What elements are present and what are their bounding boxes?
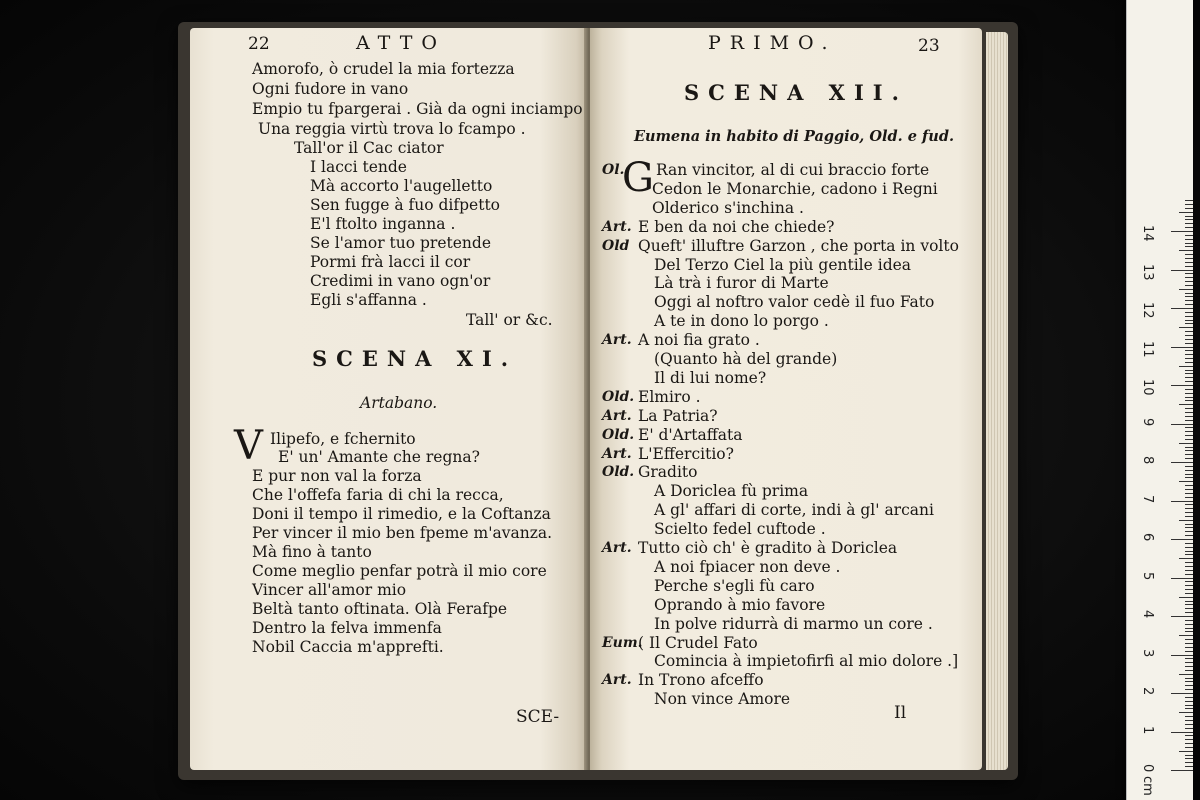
verse-line: Dentro la felva immenfa: [252, 619, 442, 637]
ruler-tick: [1185, 431, 1193, 432]
ruler-tick: [1179, 712, 1193, 713]
ruler-tick: [1185, 262, 1193, 263]
ruler-tick: [1185, 697, 1193, 698]
ruler-tick: [1185, 450, 1193, 451]
right-running-head: PRIMO.: [708, 32, 837, 54]
ruler-tick: [1185, 497, 1193, 498]
dialogue-line: Ran vincitor, al di cui braccio forte: [656, 161, 930, 179]
verse-line: Sen fugge à fuo difpetto: [310, 196, 501, 214]
ruler-tick: [1185, 631, 1193, 632]
ruler-label: 1: [1140, 725, 1155, 734]
ruler-tick: [1185, 678, 1193, 679]
ruler-tick: [1185, 658, 1193, 659]
ruler-label: 2: [1140, 687, 1155, 696]
ruler-tick: [1185, 254, 1193, 255]
dialogue-line: Elmiro .: [638, 387, 701, 406]
ruler-tick: [1185, 666, 1193, 667]
ruler-tick: [1185, 685, 1193, 686]
verse-line: Vincer all'amor mio: [252, 581, 407, 599]
ruler-tick: [1179, 404, 1193, 405]
ruler-tick: [1185, 335, 1193, 336]
ruler-tick: [1185, 300, 1193, 301]
ruler-tick: [1185, 304, 1193, 305]
ruler-tick: [1185, 554, 1193, 555]
ruler-tick: [1179, 212, 1193, 213]
ruler-label: 5: [1140, 571, 1155, 580]
ruler-tick: [1185, 662, 1193, 663]
ruler-tick: [1179, 289, 1193, 290]
ruler-tick: [1185, 527, 1193, 528]
ruler-tick: [1185, 477, 1193, 478]
verse-line: Egli s'affanna .: [310, 291, 427, 309]
ruler-tick: [1185, 735, 1193, 736]
right-page-number: 23: [918, 36, 940, 56]
dialogue-line: ( Il Crudel Fato: [638, 633, 758, 652]
ruler-tick: [1179, 443, 1193, 444]
verse-line: Una reggia virtù trova lo fcampo .: [258, 120, 526, 138]
ruler-tick: [1171, 693, 1193, 694]
ruler-tick: [1171, 231, 1193, 232]
ruler-tick: [1185, 535, 1193, 536]
ruler-tick: [1185, 493, 1193, 494]
ruler-tick: [1185, 246, 1193, 247]
ruler-tick: [1185, 350, 1193, 351]
speaker-label: Art.: [602, 540, 632, 556]
dialogue-line: A noi fia grato .: [638, 331, 760, 350]
ruler-tick: [1185, 620, 1193, 621]
ruler-tick: [1185, 420, 1193, 421]
speaker-label: Art.: [602, 407, 632, 424]
ruler-tick: [1185, 408, 1193, 409]
dialogue-line: Perche s'egli fù caro: [654, 576, 815, 595]
ruler-tick: [1185, 705, 1193, 706]
dialogue-line: A te in dono lo porgo .: [654, 312, 829, 331]
ruler-tick: [1185, 358, 1193, 359]
ruler-tick: [1185, 651, 1193, 652]
ruler-tick: [1185, 628, 1193, 629]
ruler-tick: [1185, 204, 1193, 205]
ruler-tick: [1171, 732, 1193, 733]
ruler-tick: [1185, 454, 1193, 455]
ruler-tick: [1171, 578, 1193, 579]
dialogue-line: A gl' affari di corte, indi à gl' arcani: [654, 501, 934, 520]
ruler-tick: [1185, 689, 1193, 690]
verse-line: Beltà tanto oftinata. Olà Ferafpe: [252, 600, 508, 618]
ruler-tick: [1185, 223, 1193, 224]
catchword: SCE-: [516, 707, 560, 727]
dialogue-line: Oggi al noftro valor cedè il fuo Fato: [654, 293, 935, 312]
speaker-label: Old.: [602, 388, 635, 405]
verse-line: Che l'offefa faria di chi la recca,: [252, 486, 504, 504]
ruler-tick: [1185, 543, 1193, 544]
ruler-tick: [1185, 593, 1193, 594]
ruler-label: 11: [1140, 340, 1155, 358]
dialogue-line: Cedon le Monarchie, cadono i Regni: [652, 179, 938, 198]
ruler-tick: [1185, 320, 1193, 321]
catchword: Il: [894, 703, 907, 723]
ruler-tick: [1185, 489, 1193, 490]
ruler-tick: [1185, 474, 1193, 475]
ruler-tick: [1171, 539, 1193, 540]
dialogue-line: (Quanto hà del grande): [654, 350, 838, 368]
ruler-tick: [1185, 512, 1193, 513]
ruler-tick: [1185, 604, 1193, 605]
ruler-tick: [1185, 566, 1193, 567]
ruler-tick: [1185, 747, 1193, 748]
verse-line: Se l'amor tuo pretende: [310, 234, 491, 252]
ruler-tick: [1185, 524, 1193, 525]
ruler-tick: [1185, 397, 1193, 398]
ruler-tick: [1179, 635, 1193, 636]
ruler-tick: [1185, 362, 1193, 363]
verse-line: Pormi frà lacci il cor: [310, 253, 471, 271]
ruler-tick: [1185, 516, 1193, 517]
ruler-tick: [1185, 504, 1193, 505]
ruler-tick: [1185, 370, 1193, 371]
scene-heading: SCENA XI.: [312, 346, 518, 371]
dialogue-line: E ben da noi che chiede?: [638, 217, 835, 236]
ruler-label: 3: [1140, 648, 1155, 657]
verse-line: Doni il tempo il rimedio, e la Coftanza: [252, 505, 551, 523]
ruler-tick: [1185, 458, 1193, 459]
drop-cap: V: [234, 423, 263, 469]
ruler-tick: [1171, 308, 1193, 309]
ruler-tick: [1185, 758, 1193, 759]
ruler-tick: [1179, 481, 1193, 482]
ruler-tick: [1185, 766, 1193, 767]
ruler-tick: [1185, 208, 1193, 209]
verse-line: E pur non val la forza: [252, 467, 422, 485]
dialogue-line: Gradito: [638, 463, 698, 482]
ruler-tick: [1185, 216, 1193, 217]
ruler-tick: [1179, 366, 1193, 367]
ruler-tick: [1185, 200, 1193, 201]
dialogue-line: In Trono afceffo: [638, 671, 764, 690]
ruler-tick: [1179, 250, 1193, 251]
ruler-tick: [1185, 639, 1193, 640]
verse-line: Ogni fudore in vano: [252, 80, 409, 98]
measuring-ruler: [1126, 0, 1193, 800]
right-page: [590, 28, 982, 770]
ruler-tick: [1185, 647, 1193, 648]
speaker-label: Art.: [602, 672, 632, 689]
dialogue-line: Oprando à mio favore: [654, 595, 826, 614]
ruler-tick: [1185, 612, 1193, 613]
ruler-tick: [1185, 708, 1193, 709]
speaker-label: Art.: [602, 445, 632, 462]
ruler-tick: [1171, 770, 1193, 771]
dialogue-line: Comincia à impietofirfi al mio dolore .]: [654, 652, 959, 671]
verse-line: Mà fino à tanto: [252, 543, 372, 561]
dialogue-line: Il di lui nome?: [654, 368, 767, 387]
ruler-tick: [1185, 624, 1193, 625]
speaker-label: Old.: [602, 426, 635, 443]
ruler-label: 10: [1140, 379, 1155, 396]
ruler-tick: [1185, 570, 1193, 571]
ruler-tick: [1185, 412, 1193, 413]
drop-cap: G: [622, 155, 654, 201]
ruler-tick: [1185, 227, 1193, 228]
ruler-tick: [1185, 239, 1193, 240]
ruler-label: 7: [1140, 494, 1155, 503]
speaker-label: Old.: [602, 464, 635, 481]
ruler-tick: [1185, 389, 1193, 390]
speaker-label: Art.: [602, 218, 632, 235]
verse-line: I lacci tende: [310, 158, 407, 176]
ruler-label: 6: [1140, 533, 1155, 542]
scene-heading: SCENA XII.: [684, 80, 908, 105]
ruler-tick: [1185, 273, 1193, 274]
left-page-number: 22: [248, 34, 270, 54]
dialogue-line: A noi fpiacer non deve .: [654, 557, 841, 576]
refrain-line: Tall' or &c.: [466, 311, 553, 329]
dialogue-line: L'Effercitio?: [638, 444, 734, 463]
ruler-tick: [1185, 381, 1193, 382]
ruler-tick: [1185, 547, 1193, 548]
ruler-tick: [1185, 354, 1193, 355]
ruler-label: 4: [1140, 610, 1155, 619]
ruler-tick: [1179, 520, 1193, 521]
verse-line: Ilipefo, e fchernito: [270, 430, 416, 448]
ruler-tick: [1185, 574, 1193, 575]
ruler-label: 12: [1140, 302, 1155, 319]
ruler-tick: [1185, 581, 1193, 582]
ruler-tick: [1179, 558, 1193, 559]
dialogue-line: Non vince Amore: [654, 690, 791, 709]
verse-line: E'l ftolto inganna .: [310, 215, 456, 233]
dialogue-line: Del Terzo Ciel la più gentile idea: [654, 255, 912, 274]
ruler-tick: [1185, 681, 1193, 682]
ruler-tick: [1185, 339, 1193, 340]
ruler-tick: [1171, 385, 1193, 386]
scene-characters: Eumena in habito di Paggio, Old. e fud.: [634, 128, 955, 145]
ruler-tick: [1185, 393, 1193, 394]
ruler-tick: [1179, 597, 1193, 598]
left-running-head: ATTO: [356, 32, 446, 54]
verse-line: Credimi in vano ogn'or: [310, 272, 491, 290]
ruler-tick: [1185, 508, 1193, 509]
verse-line: Mà accorto l'augelletto: [310, 177, 493, 195]
scene-characters: Artabano.: [360, 394, 438, 412]
dialogue-line: E' d'Artaffata: [638, 425, 743, 444]
ruler-tick: [1185, 285, 1193, 286]
ruler-unit-label: cm: [1140, 776, 1155, 796]
ruler-tick: [1185, 281, 1193, 282]
ruler-tick: [1185, 277, 1193, 278]
ruler-tick: [1171, 424, 1193, 425]
verse-line: E' un' Amante che regna?: [278, 448, 480, 466]
ruler-tick: [1171, 501, 1193, 502]
ruler-tick: [1171, 462, 1193, 463]
ruler-tick: [1185, 447, 1193, 448]
ruler-tick: [1185, 243, 1193, 244]
dialogue-line: Queft' illuftre Garzon , che porta in volto: [638, 236, 959, 255]
ruler-tick: [1185, 296, 1193, 297]
ruler-tick: [1185, 728, 1193, 729]
dialogue-line: Scielto fedel cuftode .: [654, 520, 826, 539]
ruler-tick: [1185, 343, 1193, 344]
verse-line: Come meglio penfar potrà il mio core: [252, 562, 547, 580]
speaker-label: Eum.: [602, 634, 643, 651]
dialogue-line: In polve ridurrà di marmo un core .: [654, 614, 933, 633]
ruler-label: 13: [1140, 263, 1155, 281]
ruler-tick: [1185, 373, 1193, 374]
ruler-tick: [1185, 531, 1193, 532]
ruler-tick: [1185, 551, 1193, 552]
open-book: [178, 22, 1018, 780]
dialogue-line: La Patria?: [638, 406, 718, 425]
verse-line: Nobil Caccia m'apprefti.: [252, 638, 444, 656]
page-edges: [986, 32, 1008, 770]
ruler-tick: [1185, 435, 1193, 436]
ruler-tick: [1185, 416, 1193, 417]
ruler-label: 9: [1140, 417, 1155, 426]
speaker-label: Ol.: [602, 162, 625, 178]
ruler-tick: [1185, 219, 1193, 220]
dialogue-line: A Doriclea fù prima: [654, 482, 809, 501]
ruler-tick: [1185, 485, 1193, 486]
left-page: [190, 28, 588, 770]
ruler-tick: [1171, 270, 1193, 271]
dialogue-line: Tutto ciò ch' è gradito à Doriclea: [638, 539, 898, 557]
ruler-tick: [1185, 258, 1193, 259]
ruler-tick: [1185, 439, 1193, 440]
ruler-tick: [1185, 400, 1193, 401]
ruler-tick: [1185, 670, 1193, 671]
ruler-tick: [1185, 377, 1193, 378]
ruler-tick: [1179, 327, 1193, 328]
ruler-tick: [1185, 762, 1193, 763]
ruler-tick: [1185, 316, 1193, 317]
ruler-tick: [1185, 755, 1193, 756]
ruler-tick: [1185, 331, 1193, 332]
ruler-tick: [1185, 701, 1193, 702]
ruler-tick: [1185, 601, 1193, 602]
ruler-tick: [1185, 293, 1193, 294]
ruler-tick: [1185, 720, 1193, 721]
ruler-tick: [1185, 323, 1193, 324]
ruler-tick: [1185, 739, 1193, 740]
ruler-label: 14: [1140, 225, 1155, 242]
ruler-label: 0: [1140, 764, 1155, 773]
verse-line: Amorofo, ò crudel la mia fortezza: [252, 60, 515, 78]
ruler-tick: [1185, 743, 1193, 744]
ruler-tick: [1185, 312, 1193, 313]
ruler-tick: [1185, 608, 1193, 609]
speaker-label: Old: [602, 237, 630, 254]
ruler-label: 8: [1140, 456, 1155, 465]
ruler-tick: [1179, 751, 1193, 752]
ruler-tick: [1185, 470, 1193, 471]
ruler-tick: [1185, 716, 1193, 717]
verse-line: Tall'or il Cac ciator: [294, 139, 444, 157]
verse-line: Empio tu fpargerai . Già da ogni inciampo: [252, 100, 583, 118]
ruler-tick: [1185, 427, 1193, 428]
dialogue-line: Olderico s'inchina .: [652, 198, 804, 217]
ruler-tick: [1171, 655, 1193, 656]
ruler-tick: [1185, 724, 1193, 725]
ruler-tick: [1179, 674, 1193, 675]
ruler-tick: [1185, 562, 1193, 563]
ruler-tick: [1185, 235, 1193, 236]
dialogue-line: Là trà i furor di Marte: [654, 274, 829, 293]
ruler-tick: [1185, 589, 1193, 590]
speaker-label: Art.: [602, 332, 632, 349]
ruler-tick: [1185, 266, 1193, 267]
ruler-tick: [1185, 643, 1193, 644]
ruler-tick: [1171, 347, 1193, 348]
ruler-tick: [1185, 466, 1193, 467]
ruler-tick: [1171, 616, 1193, 617]
ruler-tick: [1185, 585, 1193, 586]
verse-line: Per vincer il mio ben fpeme m'avanza.: [252, 524, 553, 542]
